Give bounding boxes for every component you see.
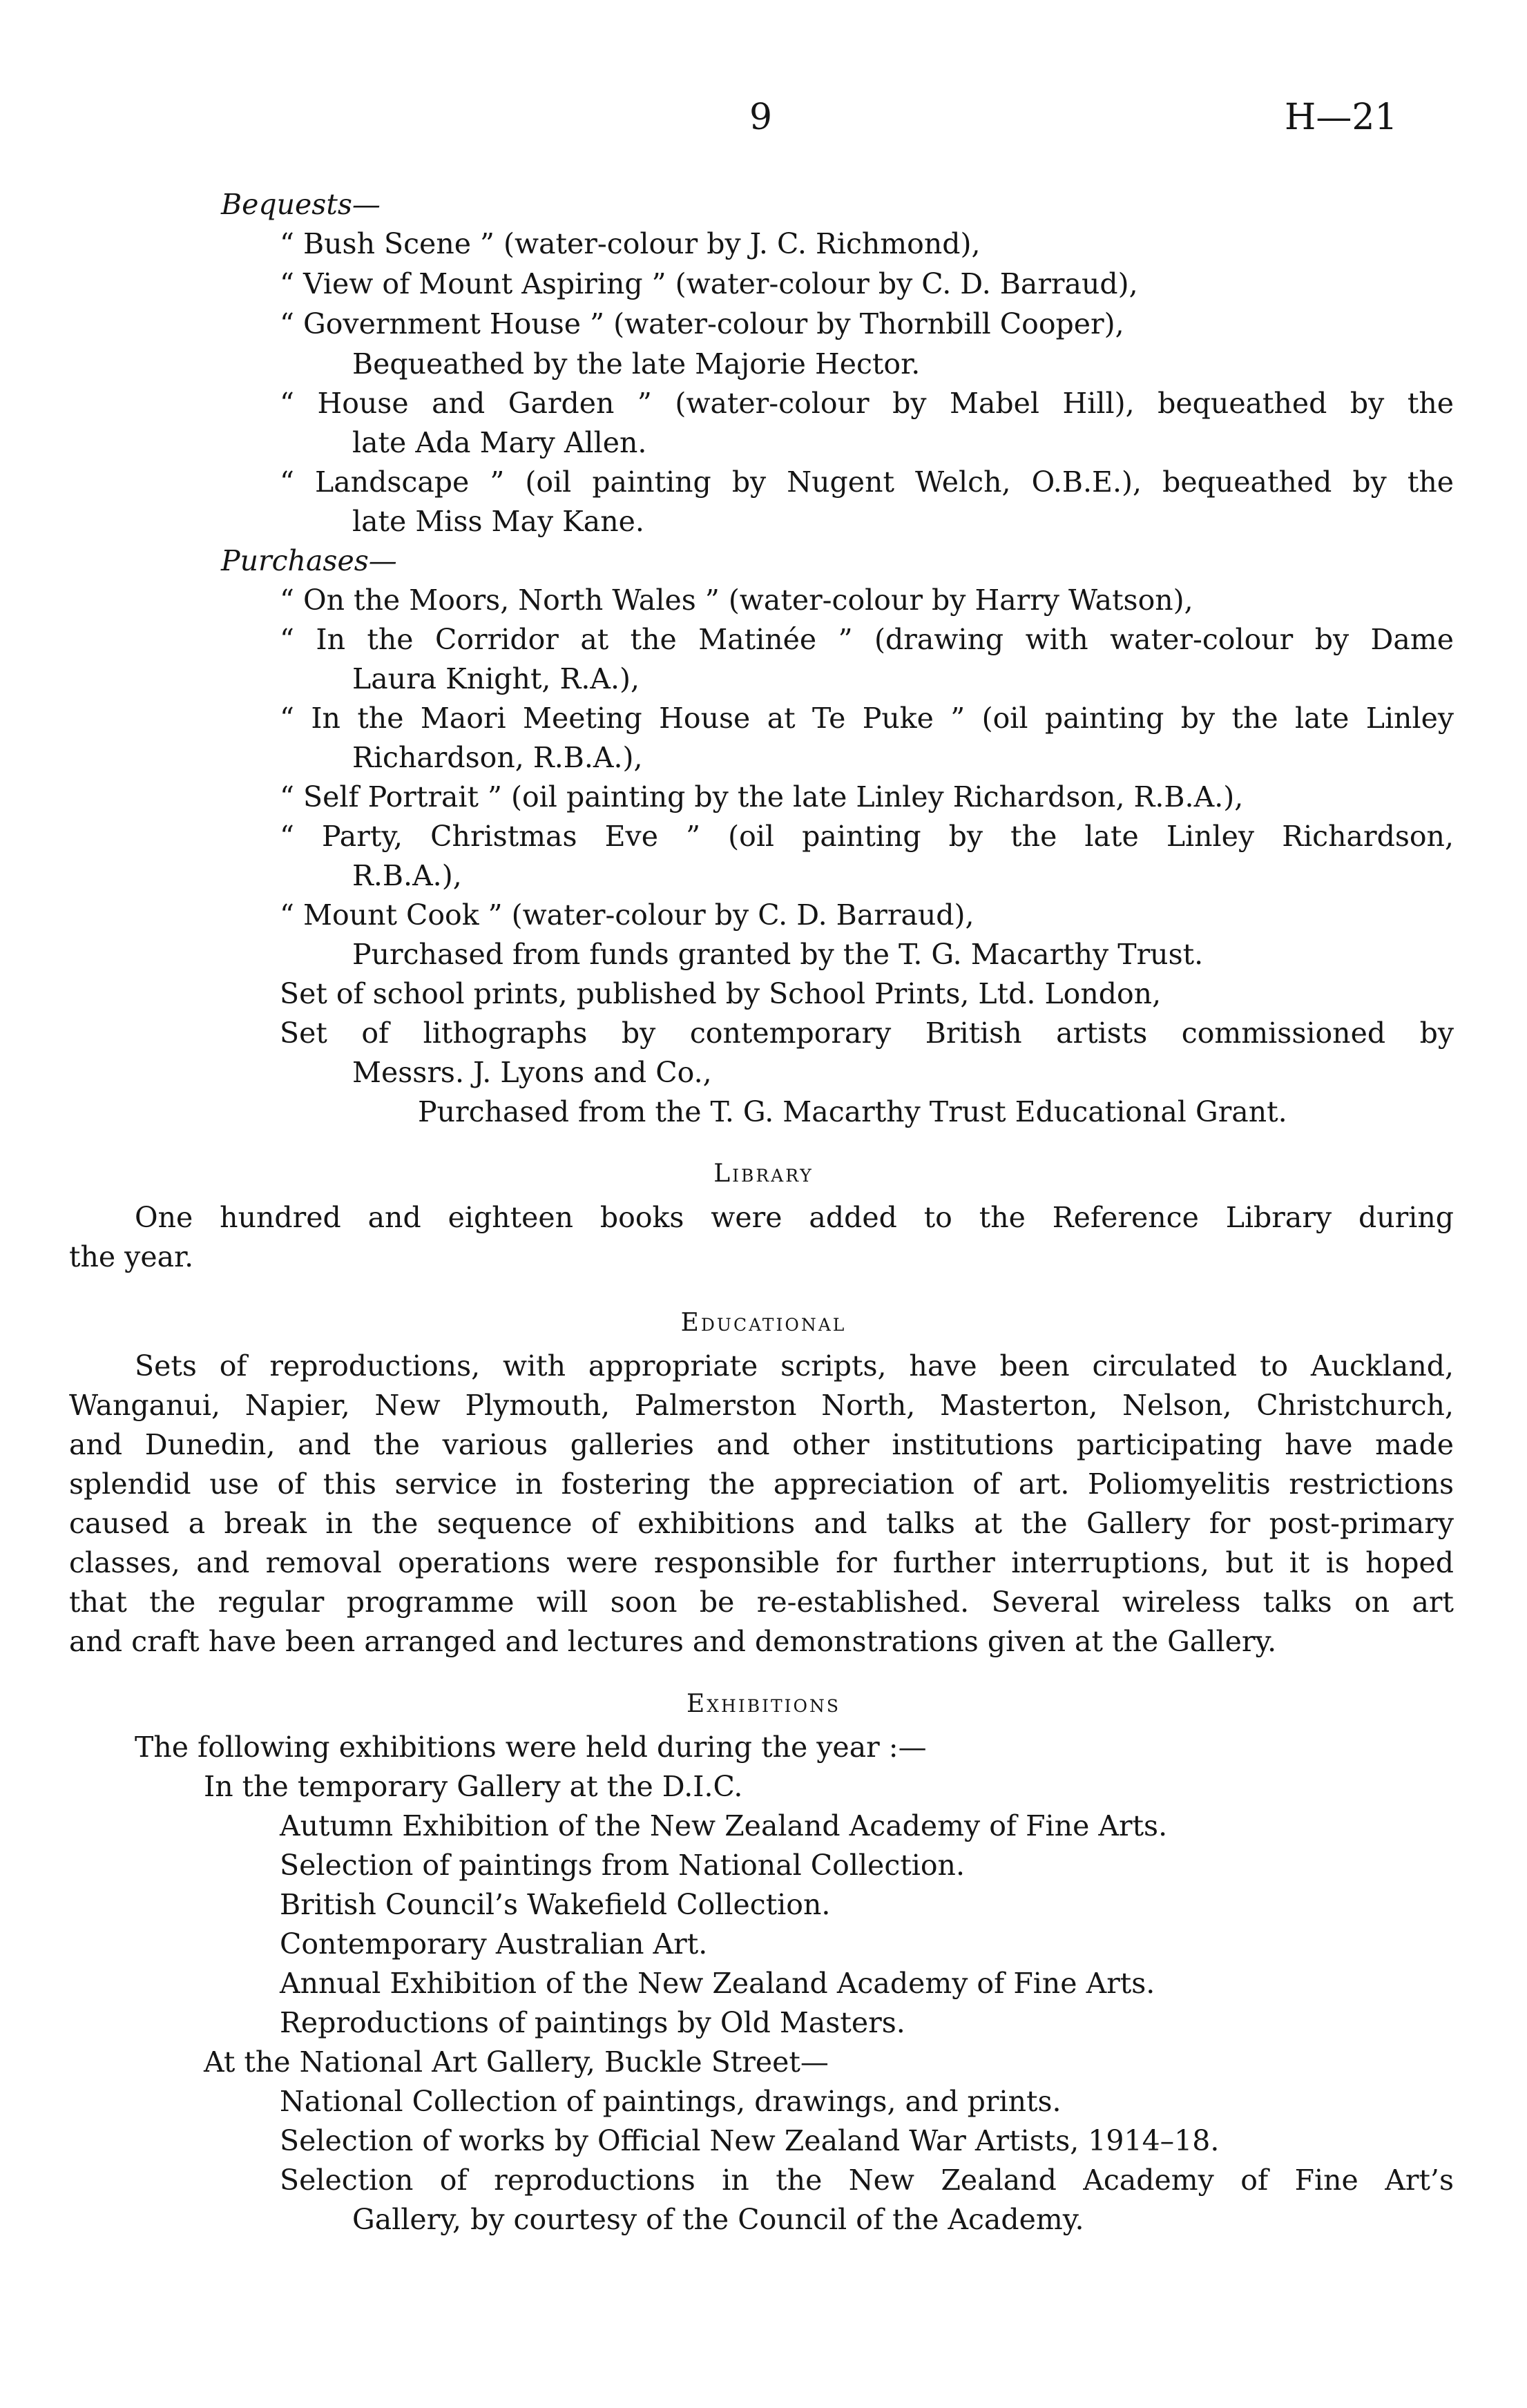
document-reference: H—21 — [1285, 97, 1398, 138]
purchase-line: “ In the Corridor at the Matinée ” (drawing with water-colour by Dame — [280, 623, 1454, 656]
purchase-line: “ Self Portrait ” (oil painting by the late Linley Richardson, R.B.A.), — [280, 780, 1244, 813]
page-number: 9 — [749, 97, 773, 138]
educational-paragraph-line: and craft have been arranged and lectures and demonstrations given at the Gallery. — [69, 1625, 1277, 1658]
purchase-line: Purchased from funds granted by the T. G. Macarthy Trust. — [352, 938, 1204, 971]
purchase-line: “ Mount Cook ” (water-colour by C. D. Barraud), — [280, 898, 974, 932]
educational-paragraph-line: splendid use of this service in fostering the appreciation of art. Poliomyelitis restrictions — [69, 1467, 1454, 1501]
educational-paragraph-line: that the regular programme will soon be re-established. Several wireless talks on art — [69, 1586, 1454, 1619]
exhibition-item: Annual Exhibition of the New Zealand Academy of Fine Arts. — [280, 1967, 1155, 2000]
national-gallery-label: At the National Art Gallery, Buckle Street— — [204, 2045, 829, 2079]
exhibition-item: Autumn Exhibition of the New Zealand Academy of Fine Arts. — [280, 1809, 1168, 1842]
dic-gallery-label: In the temporary Gallery at the D.I.C. — [204, 1770, 743, 1803]
purchase-line: “ On the Moors, North Wales ” (water-colour by Harry Watson), — [280, 584, 1193, 617]
bequest-line: “ House and Garden ” (water-colour by Mabel Hill), bequeathed by the — [280, 387, 1454, 420]
page-header — [0, 97, 1527, 138]
bequest-line: “ View of Mount Aspiring ” (water-colour by C. D. Barraud), — [280, 267, 1138, 300]
purchase-line: R.B.A.), — [352, 859, 462, 892]
educational-paragraph-line: classes, and removal operations were responsible for further interruptions, but it is hoped — [69, 1546, 1454, 1579]
purchase-line: Purchased from the T. G. Macarthy Trust Educational Grant. — [418, 1095, 1287, 1128]
bequest-line: Bequeathed by the late Majorie Hector. — [352, 347, 921, 381]
exhibition-item: Gallery, by courtesy of the Council of the Academy. — [352, 2203, 1084, 2236]
purchase-line: Laura Knight, R.A.), — [352, 662, 640, 695]
purchase-line: “ Party, Christmas Eve ” (oil painting by the late Linley Richardson, — [280, 820, 1454, 853]
educational-paragraph-line: caused a break in the sequence of exhibitions and talks at the Gallery for post-primary — [69, 1507, 1454, 1540]
educational-paragraph-line: Wanganui, Napier, New Plymouth, Palmerston North, Masterton, Nelson, Christchurch, — [69, 1389, 1454, 1422]
exhibitions-intro: The following exhibitions were held during the year :— — [135, 1731, 927, 1764]
educational-paragraph-line: Sets of reproductions, with appropriate scripts, have been circulated to Auckland, — [135, 1349, 1454, 1383]
exhibition-item: Reproductions of paintings by Old Masters. — [280, 2006, 905, 2039]
exhibitions-heading: Exhibitions — [686, 1690, 841, 1718]
exhibition-item: Contemporary Australian Art. — [280, 1927, 708, 1961]
purchase-line: “ In the Maori Meeting House at Te Puke ” (oil painting by the late Linley — [280, 702, 1454, 735]
exhibition-item: Selection of works by Official New Zealand War Artists, 1914–18. — [280, 2124, 1220, 2157]
bequest-line: “ Landscape ” (oil painting by Nugent Welch, O.B.E.), bequeathed by the — [280, 465, 1454, 499]
purchase-line: Messrs. J. Lyons and Co., — [352, 1056, 712, 1089]
bequests-label: Bequests— — [221, 188, 381, 221]
educational-heading: Educational — [680, 1309, 847, 1337]
educational-paragraph-line: and Dunedin, and the various galleries and other institutions participating have made — [69, 1428, 1454, 1461]
exhibition-item: Selection of paintings from National Collection. — [280, 1849, 965, 1882]
library-paragraph-line: One hundred and eighteen books were added to the Reference Library during — [135, 1201, 1454, 1234]
library-paragraph-line: the year. — [69, 1240, 194, 1273]
exhibition-item: British Council’s Wakefield Collection. — [280, 1888, 831, 1921]
purchase-line: Richardson, R.B.A.), — [352, 741, 643, 774]
purchase-line: Set of lithographs by contemporary British artists commissioned by — [280, 1017, 1454, 1050]
purchases-label: Purchases— — [221, 544, 397, 577]
library-heading: Library — [713, 1159, 814, 1188]
bequest-line: late Miss May Kane. — [352, 505, 644, 538]
exhibition-item: Selection of reproductions in the New Zealand Academy of Fine Art’s — [280, 2164, 1454, 2197]
bequest-line: “ Bush Scene ” (water-colour by J. C. Richmond), — [280, 227, 981, 260]
bequest-line: “ Government House ” (water-colour by Thornbill Cooper), — [280, 307, 1124, 340]
bequest-line: late Ada Mary Allen. — [352, 426, 647, 459]
purchase-line: Set of school prints, published by School Prints, Ltd. London, — [280, 977, 1162, 1010]
exhibition-item: National Collection of paintings, drawings, and prints. — [280, 2085, 1062, 2118]
